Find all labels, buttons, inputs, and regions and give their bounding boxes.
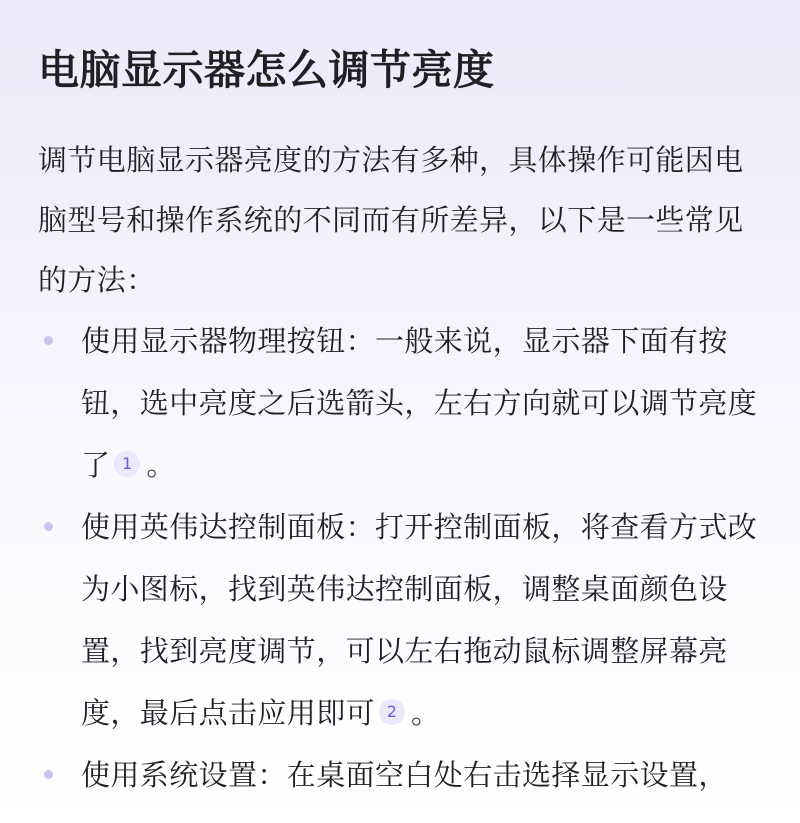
list-item-text: 使用显示器物理按钮：一般来说，显示器下面有按钮，选中亮度之后选箭头，左右方向就可以调节亮度了 (81, 324, 758, 482)
list-item-text: 使用英伟达控制面板：打开控制面板，将查看方式改为小图标，找到英伟达控制面板，调整桌面颜色设置，找到亮度调节，可以左右拖动鼠标调整屏幕亮度，最后点击应用即可 (81, 510, 758, 730)
list-item-text: 使用系统设置：在桌面空白处右击选择显示设置， (81, 758, 728, 792)
list-item (38, 496, 762, 744)
intro-paragraph: 调节电脑显示器亮度的方法有多种，具体操作可能因电脑型号和操作系统的不同而有所差异，以下是一些常见的方法： (38, 143, 744, 297)
citation-badge[interactable]: 1 (114, 451, 140, 477)
page-title: 电脑显示器怎么调节亮度 (38, 46, 495, 94)
methods-list (38, 310, 762, 806)
citation-badge[interactable]: 2 (379, 699, 405, 725)
list-item (38, 310, 762, 496)
bullet-dot-icon (44, 336, 53, 345)
list-item-end: 。 (146, 448, 176, 482)
list-item (38, 744, 762, 806)
list-item-end: 。 (411, 696, 441, 730)
bullet-dot-icon (44, 522, 53, 531)
bullet-dot-icon (44, 770, 53, 779)
